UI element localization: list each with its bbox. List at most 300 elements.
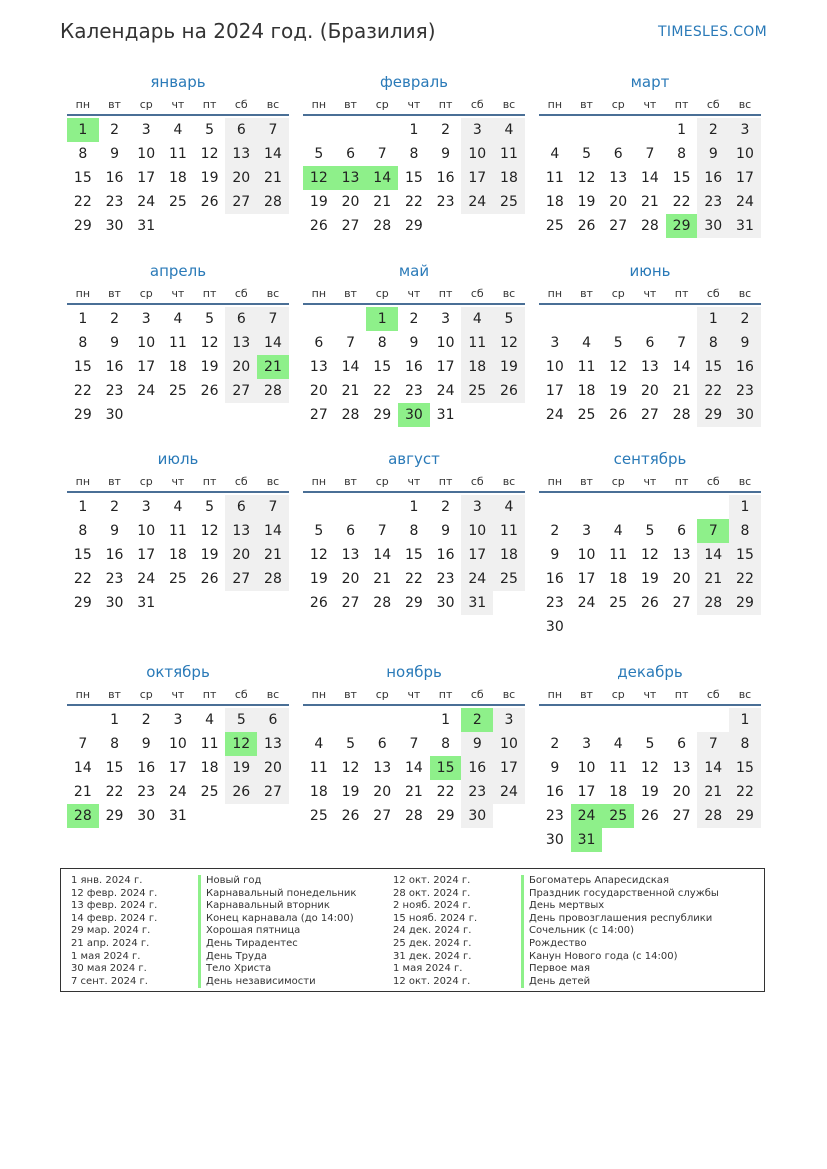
day-cell: 1 (409, 499, 419, 515)
day-cell: 25 (602, 804, 634, 828)
empty-cell (303, 495, 335, 519)
day-cell: 24 (577, 595, 596, 611)
month-weeks (303, 495, 525, 615)
weekday-label: пт (202, 687, 217, 701)
week-row (539, 331, 761, 355)
weekday-header (303, 684, 525, 706)
day-cell: 6 (377, 736, 387, 752)
day-cell: 5 (493, 307, 525, 331)
day-cell: 2 (110, 499, 119, 515)
day-cell: 22 (373, 383, 392, 399)
day-cell: 14 (672, 359, 691, 375)
month-name: ноябрь (386, 663, 442, 681)
day-cell: 16 (404, 359, 423, 375)
day-cell: 8 (78, 523, 88, 539)
weekday-label: вт (108, 687, 121, 701)
day-cell: 10 (461, 142, 493, 166)
day-cell: 13 (309, 359, 328, 375)
holiday-name: День Тирадентес (198, 938, 356, 951)
day-cell: 6 (346, 523, 355, 539)
weekday-label: сб (234, 286, 248, 300)
day-cell: 2 (110, 122, 119, 138)
day-cell: 10 (137, 523, 156, 539)
day-cell: 21 (697, 567, 729, 591)
month-block (303, 259, 525, 427)
week-row (67, 780, 289, 804)
day-cell: 12 (200, 523, 219, 539)
empty-cell (194, 591, 226, 615)
day-cell: 19 (341, 784, 360, 800)
weekday-label: чт (643, 474, 657, 488)
day-cell: 23 (105, 383, 124, 399)
month-weeks (67, 708, 289, 828)
day-cell: 12 (200, 146, 219, 162)
week-row (303, 118, 525, 142)
weekday-label: ср (611, 687, 625, 701)
day-cell: 19 (200, 547, 219, 563)
week-row (67, 708, 289, 732)
day-cell: 15 (73, 359, 92, 375)
weekday-label: сб (706, 97, 720, 111)
week-row (539, 615, 761, 639)
holiday-name: Новый год (198, 875, 356, 888)
weekday-label: вс (266, 474, 280, 488)
weekday-label: вс (502, 286, 516, 300)
day-cell: 14 (257, 519, 289, 543)
day-cell: 30 (697, 214, 729, 238)
weekday-header (303, 94, 525, 116)
weekday-label: пн (75, 687, 91, 701)
holiday-date: 2 нояб. 2024 г. (393, 900, 471, 912)
empty-cell (729, 828, 761, 852)
day-cell: 18 (577, 383, 596, 399)
day-cell: 4 (461, 307, 493, 331)
day-cell: 20 (309, 383, 328, 399)
weekday-label: чт (171, 687, 185, 701)
month-block (303, 70, 525, 238)
day-cell: 16 (105, 547, 124, 563)
day-cell: 29 (697, 403, 729, 427)
legend-right-dates (393, 875, 477, 988)
day-cell: 26 (200, 571, 219, 587)
holiday-date: 31 дек. 2024 г. (393, 950, 472, 962)
day-cell: 28 (697, 591, 729, 615)
empty-cell (194, 214, 226, 238)
day-cell: 12 (577, 170, 596, 186)
holiday-name: Конец карнавала (до 14:00) (198, 913, 356, 926)
weekday-label: ср (139, 286, 153, 300)
week-row (303, 732, 525, 756)
holiday-name: Карнавальный вторник (198, 900, 356, 913)
day-cell: 28 (672, 407, 691, 423)
day-cell: 12 (640, 547, 659, 563)
week-row (539, 118, 761, 142)
day-cell: 19 (609, 383, 628, 399)
day-cell: 30 (729, 403, 761, 427)
month-name: февраль (379, 73, 449, 91)
week-row (539, 828, 761, 852)
week-row (303, 214, 525, 238)
month-block (539, 259, 761, 427)
day-cell: 3 (141, 122, 151, 138)
day-cell: 11 (577, 359, 596, 375)
day-cell: 29 (105, 808, 124, 824)
month-name: март (630, 73, 670, 91)
day-cell: 9 (110, 146, 119, 162)
day-cell: 30 (461, 804, 493, 828)
week-row (539, 591, 761, 615)
empty-cell (539, 307, 571, 331)
day-cell: 3 (729, 118, 761, 142)
day-cell: 14 (341, 359, 360, 375)
week-row (303, 331, 525, 355)
day-cell: 7 (697, 519, 729, 543)
day-cell: 7 (346, 335, 355, 351)
day-cell: 9 (729, 331, 761, 355)
weekday-label: сб (234, 687, 248, 701)
weekday-label: чт (171, 474, 185, 488)
day-cell: 8 (377, 335, 387, 351)
month-name: май (398, 262, 430, 280)
day-cell: 18 (309, 784, 328, 800)
day-cell: 12 (341, 760, 360, 776)
week-row (303, 379, 525, 403)
day-cell: 1 (697, 307, 729, 331)
day-cell: 19 (493, 355, 525, 379)
day-cell: 31 (168, 808, 187, 824)
day-cell: 20 (672, 571, 691, 587)
empty-cell (634, 118, 666, 142)
day-cell: 18 (609, 784, 628, 800)
day-cell: 19 (640, 784, 659, 800)
weekday-label: пт (202, 97, 217, 111)
weekday-label: вс (738, 687, 752, 701)
day-cell: 17 (168, 760, 187, 776)
day-cell: 19 (200, 170, 219, 186)
month-weeks (303, 118, 525, 238)
day-cell: 18 (545, 194, 564, 210)
day-cell: 7 (257, 118, 289, 142)
empty-cell (335, 495, 367, 519)
holiday-name: Сочельник (с 14:00) (521, 925, 719, 938)
day-cell: 9 (409, 335, 419, 351)
day-cell: 29 (73, 218, 92, 234)
weekday-label: вт (580, 687, 593, 701)
day-cell: 9 (550, 760, 560, 776)
day-cell: 10 (137, 335, 156, 351)
month-name: июнь (629, 262, 671, 280)
weekday-label: сб (234, 97, 248, 111)
empty-cell (634, 495, 666, 519)
day-cell: 25 (545, 218, 564, 234)
day-cell: 1 (78, 311, 88, 327)
empty-cell (602, 828, 634, 852)
day-cell: 18 (461, 355, 493, 379)
week-row (539, 403, 761, 427)
holiday-date: 30 мая 2024 г. (71, 963, 147, 975)
week-row (67, 331, 289, 355)
month-weeks (539, 118, 761, 238)
empty-cell (729, 615, 761, 639)
weekday-label: пн (547, 474, 563, 488)
week-row (67, 804, 289, 828)
day-cell: 29 (73, 595, 92, 611)
day-cell: 16 (105, 359, 124, 375)
day-cell: 1 (441, 712, 451, 728)
day-cell: 24 (461, 190, 493, 214)
month-block (539, 660, 761, 852)
empty-cell (697, 828, 729, 852)
day-cell: 23 (436, 571, 455, 587)
month-name: июль (157, 450, 199, 468)
week-row (539, 379, 761, 403)
day-cell: 14 (404, 760, 423, 776)
week-row (303, 142, 525, 166)
day-cell: 16 (545, 571, 564, 587)
day-cell: 28 (257, 567, 289, 591)
day-cell: 1 (110, 712, 119, 728)
weekday-label: чт (643, 286, 657, 300)
day-cell: 20 (225, 543, 257, 567)
day-cell: 1 (729, 495, 761, 519)
day-cell: 9 (110, 335, 119, 351)
day-cell: 7 (377, 523, 387, 539)
weekday-label: пт (674, 474, 689, 488)
day-cell: 25 (168, 571, 187, 587)
weekday-label: чт (407, 687, 421, 701)
day-cell: 24 (137, 194, 156, 210)
empty-cell (335, 708, 367, 732)
day-cell: 13 (672, 547, 691, 563)
week-row (67, 591, 289, 615)
day-cell: 28 (257, 379, 289, 403)
holiday-date: 15 нояб. 2024 г. (393, 912, 478, 924)
day-cell: 27 (225, 567, 257, 591)
day-cell: 23 (436, 194, 455, 210)
day-cell: 9 (550, 547, 560, 563)
day-cell: 22 (73, 383, 92, 399)
weekday-label: сб (470, 286, 484, 300)
month-weeks (67, 307, 289, 427)
day-cell: 28 (257, 190, 289, 214)
day-cell: 10 (577, 547, 596, 563)
weekday-header (539, 283, 761, 305)
weekday-label: пн (75, 97, 91, 111)
empty-cell (335, 307, 367, 331)
day-cell: 20 (672, 784, 691, 800)
weekday-label: вс (738, 97, 752, 111)
day-cell: 28 (640, 218, 659, 234)
day-cell: 6 (314, 335, 324, 351)
weekday-label: пт (438, 474, 453, 488)
day-cell: 25 (577, 407, 596, 423)
day-cell: 31 (461, 591, 493, 615)
day-cell: 9 (441, 523, 451, 539)
day-cell: 21 (373, 571, 392, 587)
day-cell: 5 (205, 122, 215, 138)
week-row (539, 756, 761, 780)
day-cell: 19 (309, 571, 328, 587)
month-weeks (539, 708, 761, 852)
empty-cell (666, 615, 698, 639)
empty-cell (666, 828, 698, 852)
day-cell: 2 (409, 311, 419, 327)
empty-cell (335, 118, 367, 142)
empty-cell (225, 214, 257, 238)
day-cell: 8 (441, 736, 451, 752)
day-cell: 20 (609, 194, 628, 210)
day-cell: 18 (168, 170, 187, 186)
weekday-label: вт (108, 97, 121, 111)
week-row (539, 519, 761, 543)
day-cell: 16 (729, 355, 761, 379)
week-row (67, 118, 289, 142)
day-cell: 27 (373, 808, 392, 824)
day-cell: 26 (225, 780, 257, 804)
day-cell: 7 (257, 307, 289, 331)
day-cell: 5 (346, 736, 355, 752)
day-cell: 27 (225, 379, 257, 403)
day-cell: 7 (677, 335, 687, 351)
site-link[interactable]: TIMESLES.COM (658, 24, 767, 40)
weekday-label: сб (706, 286, 720, 300)
day-cell: 13 (257, 732, 289, 756)
day-cell: 2 (550, 736, 560, 752)
empty-cell (666, 495, 698, 519)
holiday-name: Первое мая (521, 963, 719, 976)
day-cell: 16 (697, 166, 729, 190)
day-cell: 21 (341, 383, 360, 399)
weekday-label: пн (311, 97, 327, 111)
day-cell: 15 (404, 547, 423, 563)
day-cell: 7 (377, 146, 387, 162)
day-cell: 8 (78, 146, 88, 162)
empty-cell (571, 615, 603, 639)
day-cell: 15 (73, 547, 92, 563)
weekday-label: чт (407, 474, 421, 488)
holiday-name: Карнавальный понедельник (198, 888, 356, 901)
day-cell: 2 (729, 307, 761, 331)
day-cell: 3 (582, 523, 591, 539)
day-cell: 19 (577, 194, 596, 210)
holiday-name: День независимости (198, 976, 356, 989)
day-cell: 9 (110, 523, 119, 539)
day-cell: 19 (640, 571, 659, 587)
day-cell: 7 (645, 146, 655, 162)
holiday-name: Канун Нового года (с 14:00) (521, 951, 719, 964)
day-cell: 17 (137, 170, 156, 186)
week-row (303, 519, 525, 543)
day-cell: 1 (78, 499, 88, 515)
empty-cell (634, 615, 666, 639)
weekday-label: пт (202, 474, 217, 488)
weekday-label: ср (375, 286, 389, 300)
day-cell: 24 (137, 571, 156, 587)
empty-cell (225, 591, 257, 615)
day-cell: 21 (697, 780, 729, 804)
day-cell: 2 (441, 122, 451, 138)
day-cell: 2 (141, 712, 151, 728)
empty-cell (697, 615, 729, 639)
day-cell: 24 (729, 190, 761, 214)
day-cell: 6 (677, 523, 687, 539)
empty-cell (634, 828, 666, 852)
day-cell: 2 (697, 118, 729, 142)
week-row (67, 142, 289, 166)
day-cell: 21 (257, 355, 289, 379)
day-cell: 14 (73, 760, 92, 776)
day-cell: 25 (309, 808, 328, 824)
empty-cell (366, 708, 398, 732)
day-cell: 7 (697, 732, 729, 756)
empty-cell (366, 495, 398, 519)
month-block (67, 660, 289, 828)
week-row (67, 403, 289, 427)
weekday-label: пн (547, 97, 563, 111)
empty-cell (493, 214, 525, 238)
day-cell: 27 (609, 218, 628, 234)
day-cell: 26 (309, 218, 328, 234)
weekday-header (539, 471, 761, 493)
day-cell: 1 (677, 122, 687, 138)
day-cell: 5 (582, 146, 591, 162)
weekday-label: пт (674, 97, 689, 111)
weekday-label: вт (344, 97, 357, 111)
day-cell: 7 (78, 736, 88, 752)
day-cell: 13 (225, 519, 257, 543)
weekday-label: сб (470, 474, 484, 488)
day-cell: 4 (493, 118, 525, 142)
empty-cell (571, 118, 603, 142)
empty-cell (162, 591, 194, 615)
day-cell: 20 (640, 383, 659, 399)
day-cell: 31 (137, 218, 156, 234)
week-row (67, 567, 289, 591)
day-cell: 30 (398, 403, 430, 427)
week-row (303, 543, 525, 567)
day-cell: 23 (545, 595, 564, 611)
day-cell: 14 (257, 142, 289, 166)
month-name: декабрь (617, 663, 683, 681)
holiday-date: 12 окт. 2024 г. (393, 975, 471, 987)
week-row (303, 756, 525, 780)
week-row (303, 307, 525, 331)
weekday-label: вс (266, 97, 280, 111)
holiday-name: День провозглашения республики (521, 913, 719, 926)
day-cell: 5 (205, 311, 215, 327)
day-cell: 8 (697, 331, 729, 355)
day-cell: 19 (200, 359, 219, 375)
day-cell: 14 (640, 170, 659, 186)
holiday-date: 25 дек. 2024 г. (393, 937, 472, 949)
day-cell: 5 (645, 523, 655, 539)
day-cell: 17 (137, 359, 156, 375)
day-cell: 22 (404, 571, 423, 587)
month-weeks (539, 495, 761, 639)
day-cell: 18 (168, 359, 187, 375)
weekday-label: пт (438, 286, 453, 300)
day-cell: 11 (493, 519, 525, 543)
day-cell: 22 (73, 571, 92, 587)
day-cell: 9 (697, 142, 729, 166)
day-cell: 25 (609, 595, 628, 611)
day-cell: 15 (73, 170, 92, 186)
day-cell: 21 (672, 383, 691, 399)
empty-cell (602, 307, 634, 331)
empty-cell (539, 495, 571, 519)
day-cell: 16 (105, 170, 124, 186)
week-row (539, 780, 761, 804)
